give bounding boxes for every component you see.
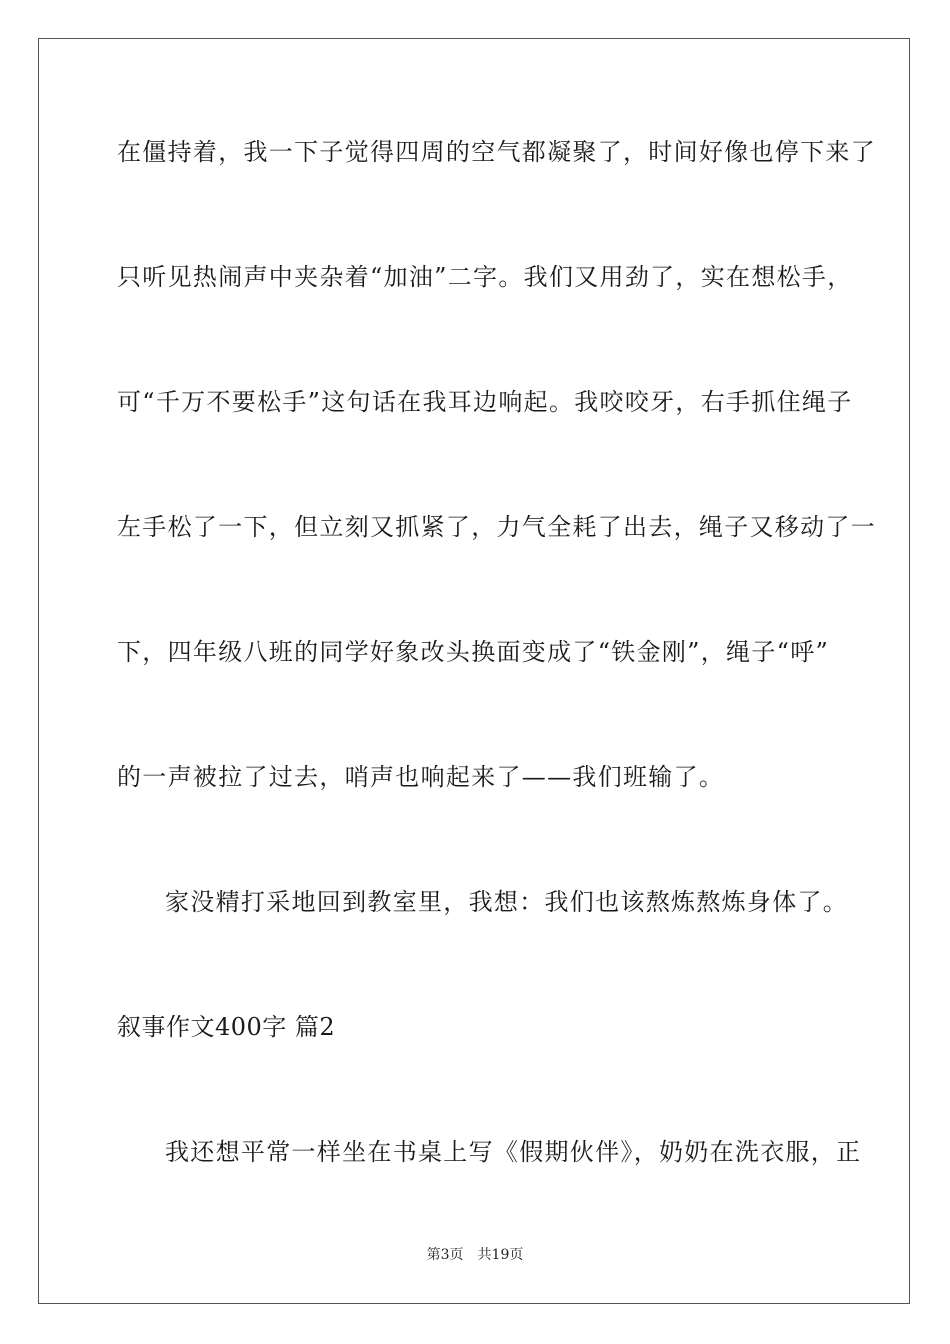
page-border	[38, 38, 910, 1304]
paragraph-line: 家没精打采地回到教室里，我想：我们也该熬炼熬炼身体了。	[165, 888, 849, 916]
paragraph-line: 在僵持着，我一下子觉得四周的空气都凝聚了，时间好像也停下来了	[117, 138, 876, 166]
paragraph-line: 我还想平常一样坐在书桌上写《假期伙伴》，奶奶在洗衣服，正	[165, 1138, 862, 1166]
paragraph-line: 只听见热闹声中夹杂着“加油”二字。我们又用劲了，实在想松手，	[117, 263, 853, 291]
page-total: 共19页	[477, 1247, 524, 1263]
paragraph-line: 的一声被拉了过去，哨声也响起来了——我们班输了。	[117, 763, 725, 791]
paragraph-line: 左手松了一下，但立刻又抓紧了，力气全耗了出去，绳子又移动了一	[117, 513, 876, 541]
page-number: 第3页	[426, 1247, 464, 1263]
paragraph-line: 可“千万不要松手”这句话在我耳边响起。我咬咬牙，右手抓住绳子	[117, 388, 853, 416]
section-heading: 叙事作文400字 篇2	[117, 1013, 336, 1041]
paragraph-line: 下，四年级八班的同学好象改头换面变成了“铁金刚”，绳子“呼”	[117, 638, 830, 666]
page-footer	[0, 1246, 950, 1264]
